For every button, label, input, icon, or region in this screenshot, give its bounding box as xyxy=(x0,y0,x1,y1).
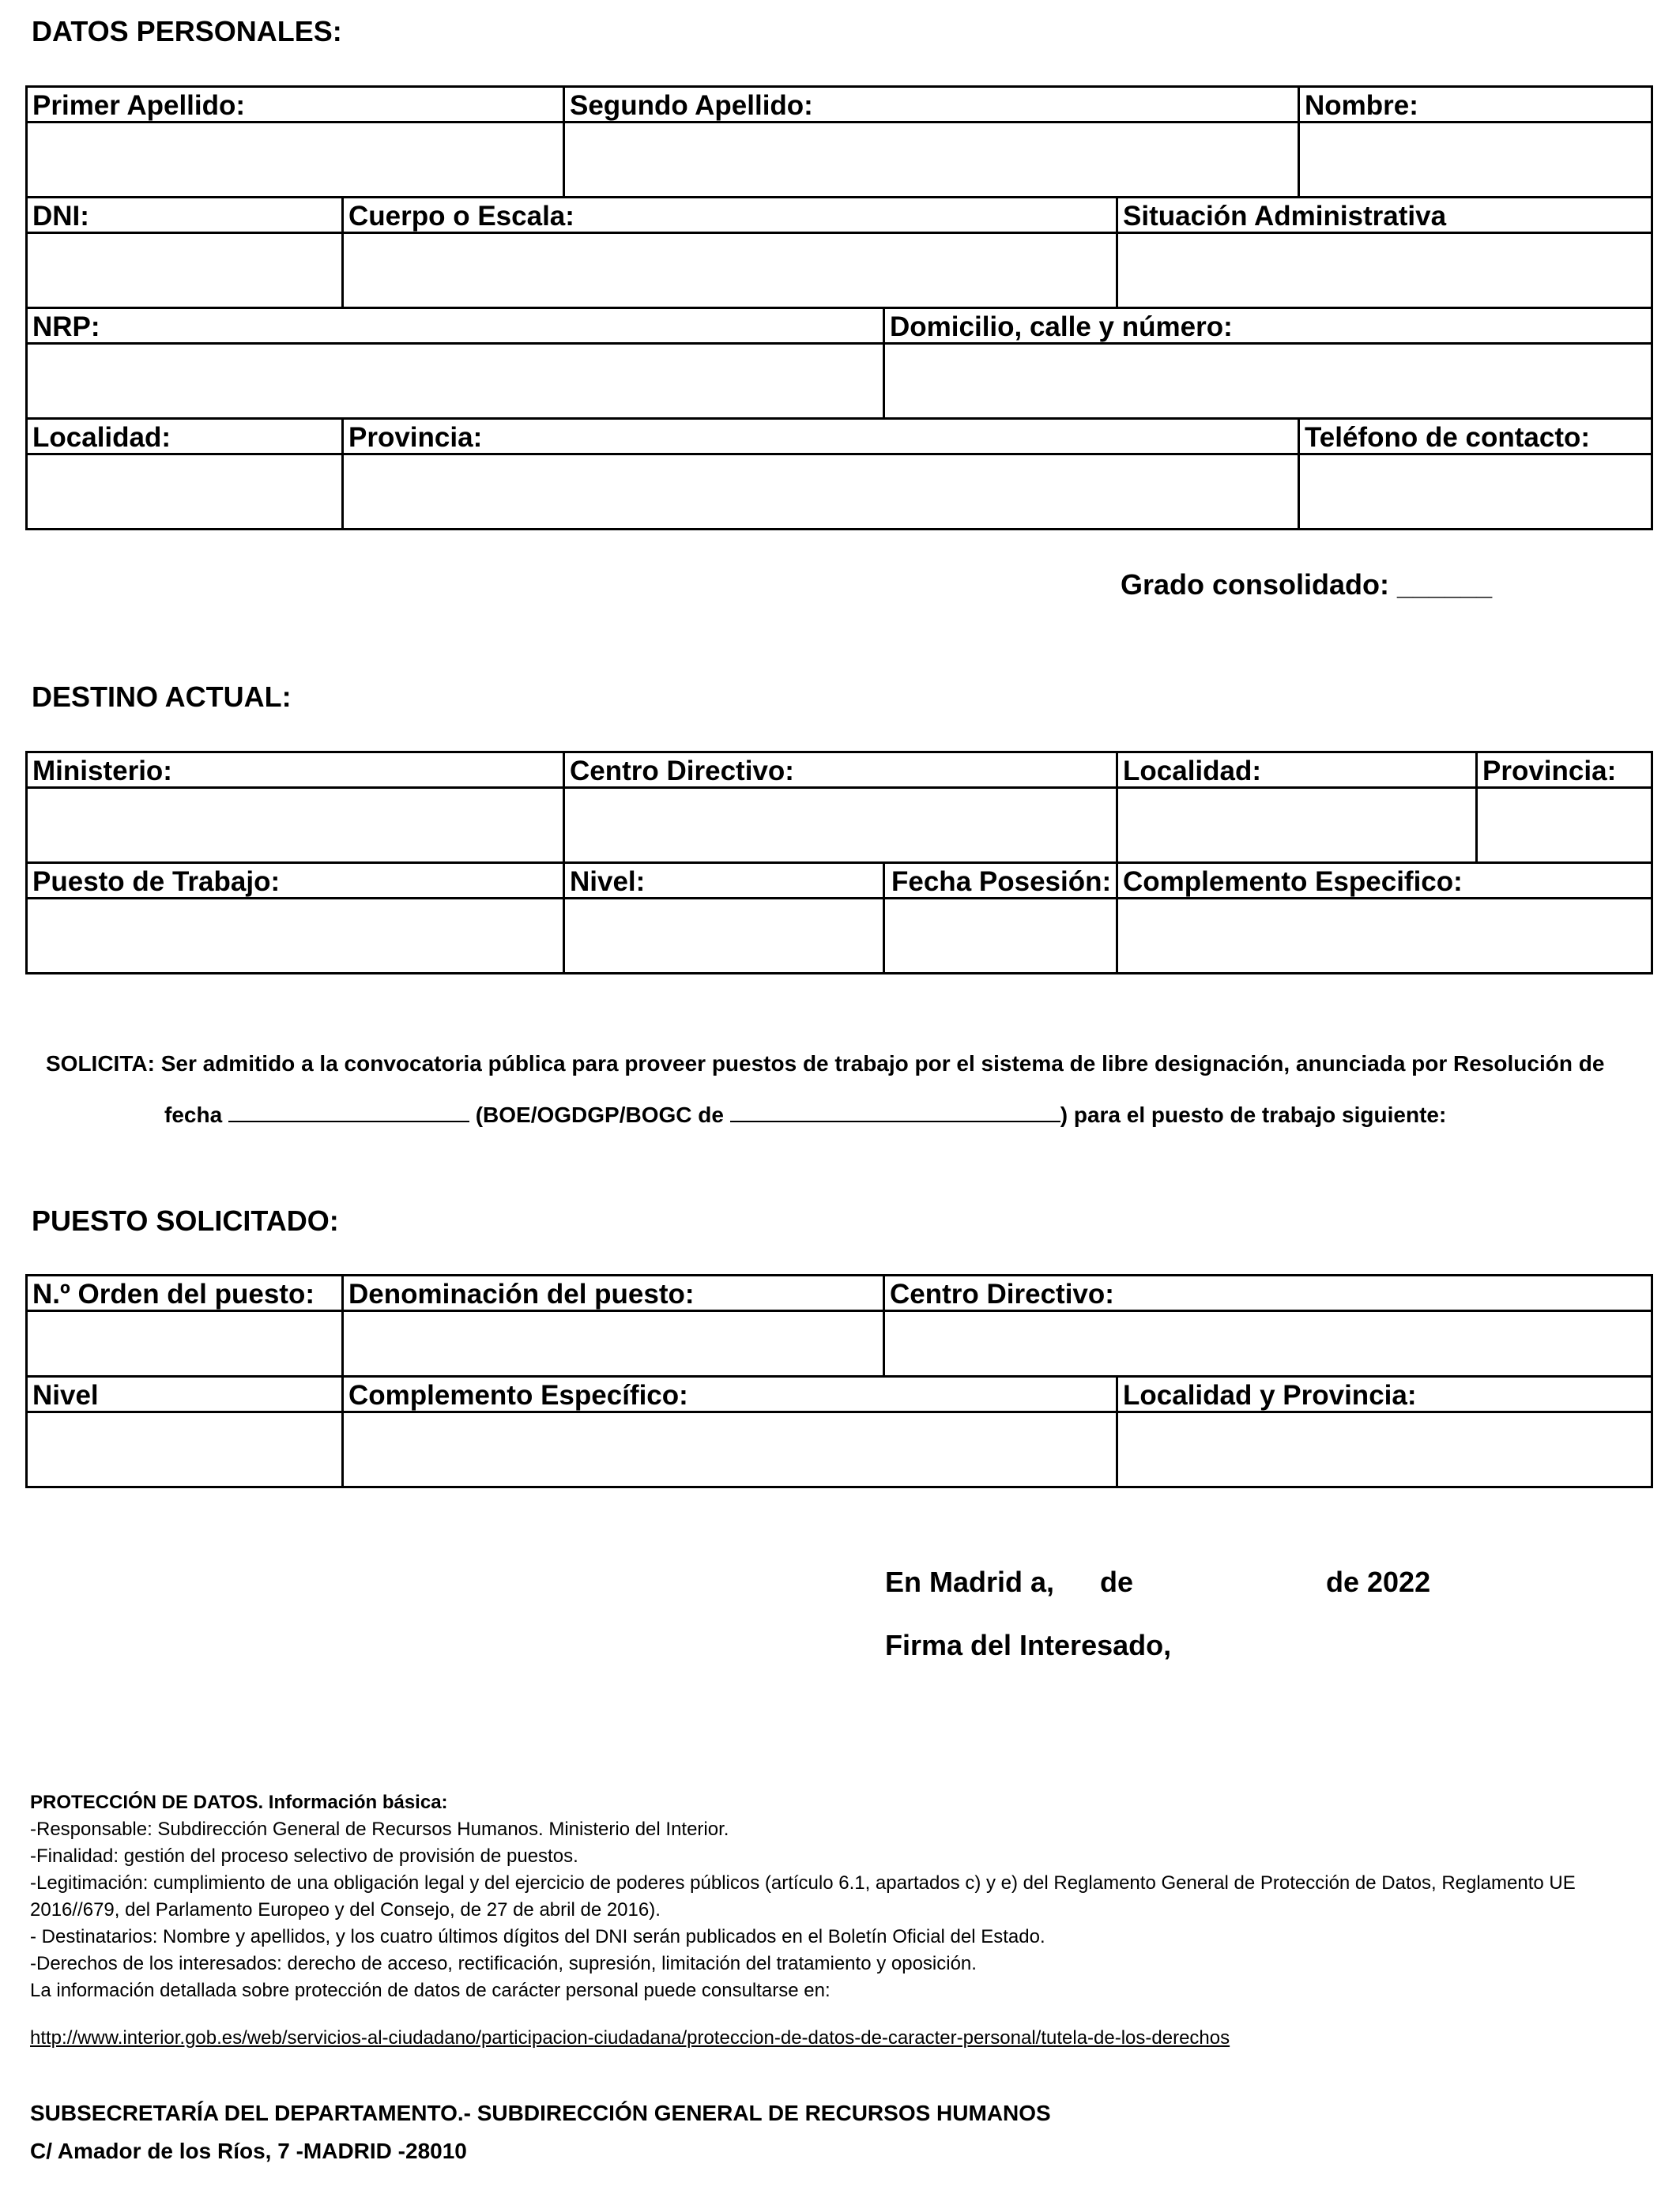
field-label: DNI: xyxy=(28,198,341,234)
primer-apellido-field xyxy=(28,88,563,196)
proteccion-line: -Responsable: Subdirección General de Recursos Humanos. Ministerio del Interior. xyxy=(30,1819,729,1840)
proteccion-line: -Derechos de los interesados: derecho de acceso, rectificación, supresión, limitación del tratamiento y oposición. xyxy=(30,1953,977,1974)
field-label: Complemento Específico: xyxy=(344,1378,1116,1413)
table-row xyxy=(28,861,1651,972)
proteccion-line: La información detallada sobre protección de datos de carácter personal puede consultarse en: xyxy=(30,1980,831,2001)
table-row xyxy=(28,307,1651,417)
nivel-input[interactable] xyxy=(565,899,883,972)
field-label: Cuerpo o Escala: xyxy=(344,198,1116,234)
ministerio-input[interactable] xyxy=(28,789,563,861)
field-label: Fecha Posesión: xyxy=(885,864,1116,899)
field-label: Provincia: xyxy=(344,420,1298,455)
provincia-input[interactable] xyxy=(1478,789,1651,861)
table-row xyxy=(28,753,1651,861)
date-de-label: de xyxy=(1100,1566,1134,1598)
field-label: Ministerio: xyxy=(28,753,563,789)
date-year-label: de 2022 xyxy=(1326,1566,1431,1598)
domicilio-input[interactable] xyxy=(885,345,1651,417)
firma-interesado-label: Firma del Interesado, xyxy=(885,1629,1172,1661)
field-label: Situación Administrativa xyxy=(1118,198,1651,234)
localidad-provincia-field xyxy=(1116,1378,1651,1486)
field-label: N.º Orden del puesto: xyxy=(28,1276,341,1312)
solicita-tail: ) para el puesto de trabajo siguiente: xyxy=(1060,1103,1447,1127)
proteccion-line: -Finalidad: gestión del proceso selectivo de provisión de puestos. xyxy=(30,1845,578,1867)
field-label: Centro Directivo: xyxy=(565,753,1116,789)
localidad-field xyxy=(1116,753,1475,861)
field-label: NRP: xyxy=(28,309,883,345)
destino-actual-title: DESTINO ACTUAL: xyxy=(32,680,292,713)
datos-personales-title: DATOS PERSONALES: xyxy=(32,15,342,47)
proteccion-line: - Destinatarios: Nombre y apellidos, y los cuatro últimos dígitos del DNI serán publicados en el Boletín Oficial del Estado. xyxy=(30,1926,1045,1947)
complemento-especifico-field xyxy=(1116,864,1651,972)
destino-actual-table xyxy=(25,751,1653,974)
dni-field xyxy=(28,198,341,307)
fecha-blank[interactable] xyxy=(228,1100,469,1122)
grado-consolidado[interactable]: Grado consolidado: ______ xyxy=(1121,568,1493,601)
field-label: Nivel: xyxy=(565,864,883,899)
field-label: Nombre: xyxy=(1300,88,1651,123)
provincia-input[interactable] xyxy=(344,455,1298,528)
field-label: Centro Directivo: xyxy=(885,1276,1651,1312)
field-label: Denominación del puesto: xyxy=(344,1276,883,1312)
nrp-input[interactable] xyxy=(28,345,883,417)
footer-address: C/ Amador de los Ríos, 7 -MADRID -28010 xyxy=(30,2139,467,2163)
boe-label: (BOE/OGDGP/BOGC de xyxy=(475,1103,724,1127)
fecha-label: fecha xyxy=(164,1103,223,1127)
segundo-apellido-input[interactable] xyxy=(565,123,1298,196)
puesto-solicitado-title: PUESTO SOLICITADO: xyxy=(32,1204,339,1237)
nrp-field xyxy=(28,309,883,417)
solicita-line-1 xyxy=(46,1051,1604,1076)
situacion-administrativa-field xyxy=(1116,198,1651,307)
datos-personales-table xyxy=(25,85,1653,530)
primer-apellido-input[interactable] xyxy=(28,123,563,196)
proteccion-line: 2016//679, del Parlamento Europeo y del Consejo, de 27 de abril de 2016). xyxy=(30,1899,661,1921)
fecha-posesion-field xyxy=(883,864,1116,972)
cuerpo-escala-field xyxy=(341,198,1116,307)
nivel-field xyxy=(28,1378,341,1486)
nivel-field xyxy=(563,864,883,972)
proteccion-lines xyxy=(30,1816,1576,2004)
localidad-provincia-input[interactable] xyxy=(1118,1413,1651,1486)
field-label: Complemento Especifico: xyxy=(1118,864,1651,899)
complemento-especifico-input[interactable] xyxy=(344,1413,1116,1486)
proteccion-title: PROTECCIÓN DE DATOS. Información básica: xyxy=(30,1792,448,1813)
localidad-field xyxy=(28,420,341,528)
table-row xyxy=(28,417,1651,528)
complemento-especifico-input[interactable] xyxy=(1118,899,1651,972)
puesto-solicitado-table xyxy=(25,1274,1653,1488)
puesto-trabajo-input[interactable] xyxy=(28,899,563,972)
field-label: Localidad y Provincia: xyxy=(1118,1378,1651,1413)
segundo-apellido-field xyxy=(563,88,1298,196)
localidad-input[interactable] xyxy=(1118,789,1475,861)
solicita-label: SOLICITA: xyxy=(46,1051,155,1076)
field-label: Domicilio, calle y número: xyxy=(885,309,1651,345)
field-label: Puesto de Trabajo: xyxy=(28,864,563,899)
complemento-especifico-field xyxy=(341,1378,1116,1486)
centro-directivo-input[interactable] xyxy=(565,789,1116,861)
fecha-posesion-input[interactable] xyxy=(885,899,1116,972)
table-row xyxy=(28,88,1651,196)
field-label: Teléfono de contacto: xyxy=(1300,420,1651,455)
centro-directivo-field xyxy=(883,1276,1651,1375)
puesto-trabajo-field xyxy=(28,864,563,972)
table-row xyxy=(28,1375,1651,1486)
nombre-input[interactable] xyxy=(1300,123,1651,196)
nivel-input[interactable] xyxy=(28,1413,341,1486)
telefono-input[interactable] xyxy=(1300,455,1651,528)
solicita-text: Ser admitido a la convocatoria pública para proveer puestos de trabajo por el sistema de libre designación, anunciada por Resolución de xyxy=(160,1051,1605,1076)
field-label: Segundo Apellido: xyxy=(565,88,1298,123)
table-row xyxy=(28,1276,1651,1375)
field-label: Primer Apellido: xyxy=(28,88,563,123)
nombre-field xyxy=(1298,88,1651,196)
footer-department: SUBSECRETARÍA DEL DEPARTAMENTO.- SUBDIRECCIÓN GENERAL DE RECURSOS HUMANOS xyxy=(30,2101,1051,2125)
situacion-administrativa-input[interactable] xyxy=(1118,234,1651,307)
localidad-input[interactable] xyxy=(28,455,341,528)
cuerpo-escala-input[interactable] xyxy=(344,234,1116,307)
orden-puesto-input[interactable] xyxy=(28,1312,341,1375)
ministerio-field xyxy=(28,753,563,861)
field-label: Localidad: xyxy=(28,420,341,455)
telefono-field xyxy=(1298,420,1651,528)
domicilio-field xyxy=(883,309,1651,417)
orden-puesto-field xyxy=(28,1276,341,1375)
boe-date-blank[interactable] xyxy=(730,1100,1060,1122)
field-label: Localidad: xyxy=(1118,753,1475,789)
field-label: Nivel xyxy=(28,1378,341,1413)
field-label: Provincia: xyxy=(1478,753,1651,789)
denominacion-puesto-input[interactable] xyxy=(344,1312,883,1375)
denominacion-puesto-field xyxy=(341,1276,883,1375)
provincia-field xyxy=(341,420,1298,528)
centro-directivo-field xyxy=(563,753,1116,861)
dni-input[interactable] xyxy=(28,234,341,307)
provincia-field xyxy=(1475,753,1651,861)
en-madrid-label: En Madrid a, xyxy=(885,1566,1055,1598)
solicita-line-2 xyxy=(164,1100,1446,1128)
proteccion-url-link[interactable]: http://www.interior.gob.es/web/servicios-al-ciudadano/participacion-ciudadana/proteccion-de-datos-de-caracter-personal/tutela-de-los-derechos xyxy=(30,2027,1230,2049)
table-row xyxy=(28,196,1651,307)
centro-directivo-input[interactable] xyxy=(885,1312,1651,1375)
proteccion-line: -Legitimación: cumplimiento de una obligación legal y del ejercicio de poderes públicos (artículo 6.1, apartados c) y e) del Reglamento General de Protección de Datos, Reglamento UE xyxy=(30,1872,1576,1894)
